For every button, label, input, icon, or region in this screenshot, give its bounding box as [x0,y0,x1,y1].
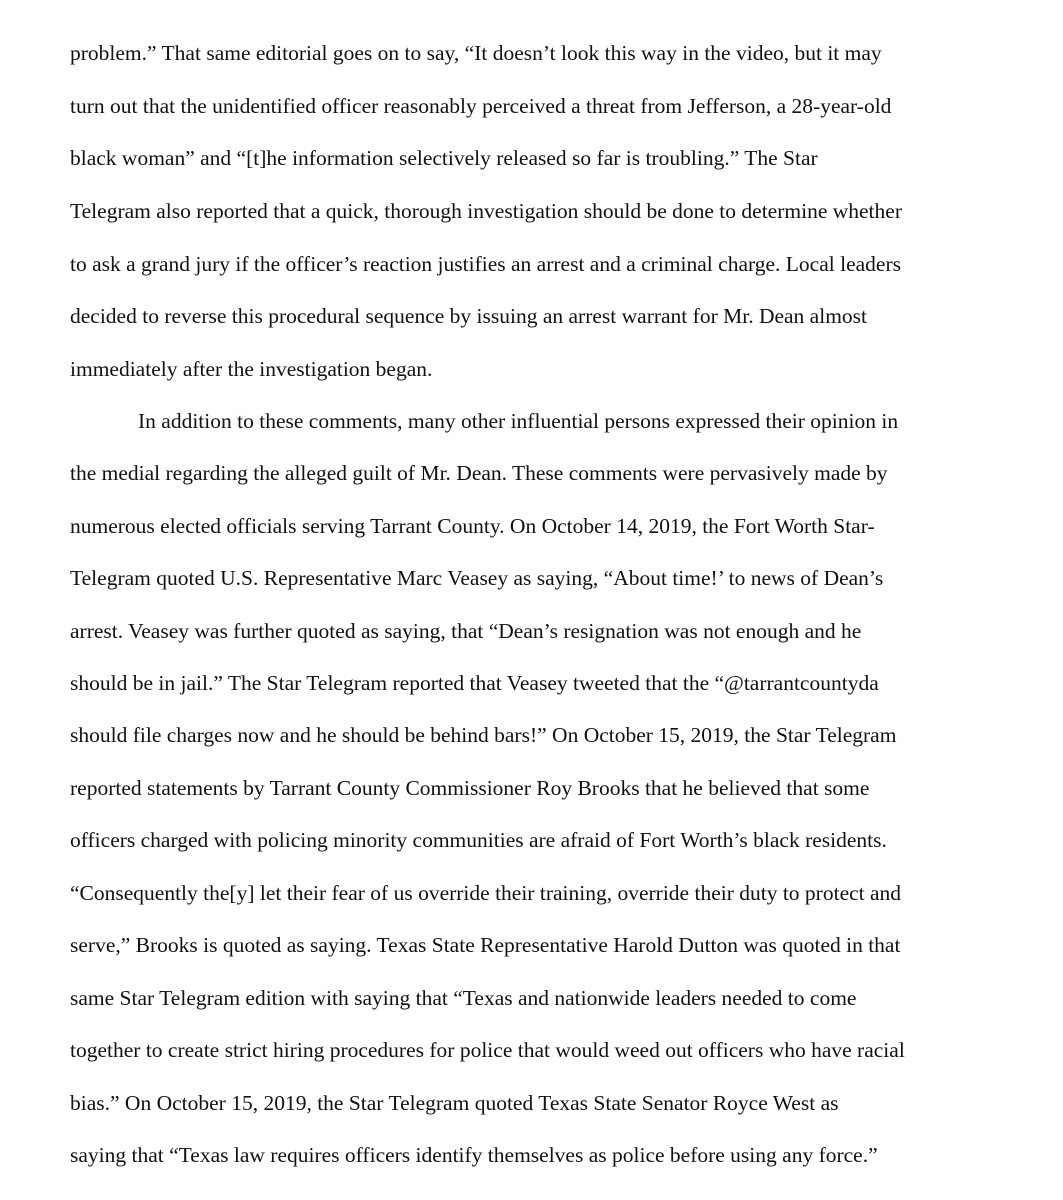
text-line: black woman” and “[t]he information selectively released so far is troubling.” The Star [70,146,818,170]
text-line: “Consequently the[y] let their fear of us override their training, override their duty to protect and [70,881,902,905]
text-line: same Star Telegram edition with saying that “Texas and nationwide leaders needed to come [70,986,857,1010]
paragraph-first-line: In addition to these comments, many other influential persons expressed their opinion in [138,409,899,433]
text-line: the medial regarding the alleged guilt of Mr. Dean. These comments were pervasively made by [70,461,888,485]
text-line: numerous elected officials serving Tarrant County. On October 14, 2019, the Fort Worth Star- [70,514,875,538]
text-line: should be in jail.” The Star Telegram reported that Veasey tweeted that the “@tarrantcountyda [70,671,879,695]
text-line: arrest. Veasey was further quoted as saying, that “Dean’s resignation was not enough and he [70,619,862,643]
text-line: saying that “Texas law requires officers identify themselves as police before using any force.” [70,1143,878,1167]
text-line: together to create strict hiring procedures for police that would weed out officers who have racial [70,1038,905,1062]
text-line: should file charges now and he should be behind bars!” On October 15, 2019, the Star Telegram [70,723,897,747]
text-line: Telegram also reported that a quick, thorough investigation should be done to determine whether [70,199,902,223]
text-line: immediately after the investigation began. [70,357,433,381]
text-line: turn out that the unidentified officer reasonably perceived a threat from Jefferson, a 28-year-old [70,94,892,118]
text-line: reported statements by Tarrant County Commissioner Roy Brooks that he believed that some [70,776,870,800]
text-line: officers charged with policing minority communities are afraid of Fort Worth’s black residents. [70,828,887,852]
text-line: problem.” That same editorial goes on to say, “It doesn’t look this way in the video, but it may [70,41,882,65]
text-line: serve,” Brooks is quoted as saying. Texas State Representative Harold Dutton was quoted in that [70,933,901,957]
text-line: decided to reverse this procedural sequence by issuing an arrest warrant for Mr. Dean almost [70,304,868,328]
text-line: Telegram quoted U.S. Representative Marc Veasey as saying, “About time!’ to news of Dean’s [70,566,884,590]
text-line: to ask a grand jury if the officer’s reaction justifies an arrest and a criminal charge. Local leaders [70,252,901,276]
text-line: bias.” On October 15, 2019, the Star Telegram quoted Texas State Senator Royce West as [70,1091,839,1115]
